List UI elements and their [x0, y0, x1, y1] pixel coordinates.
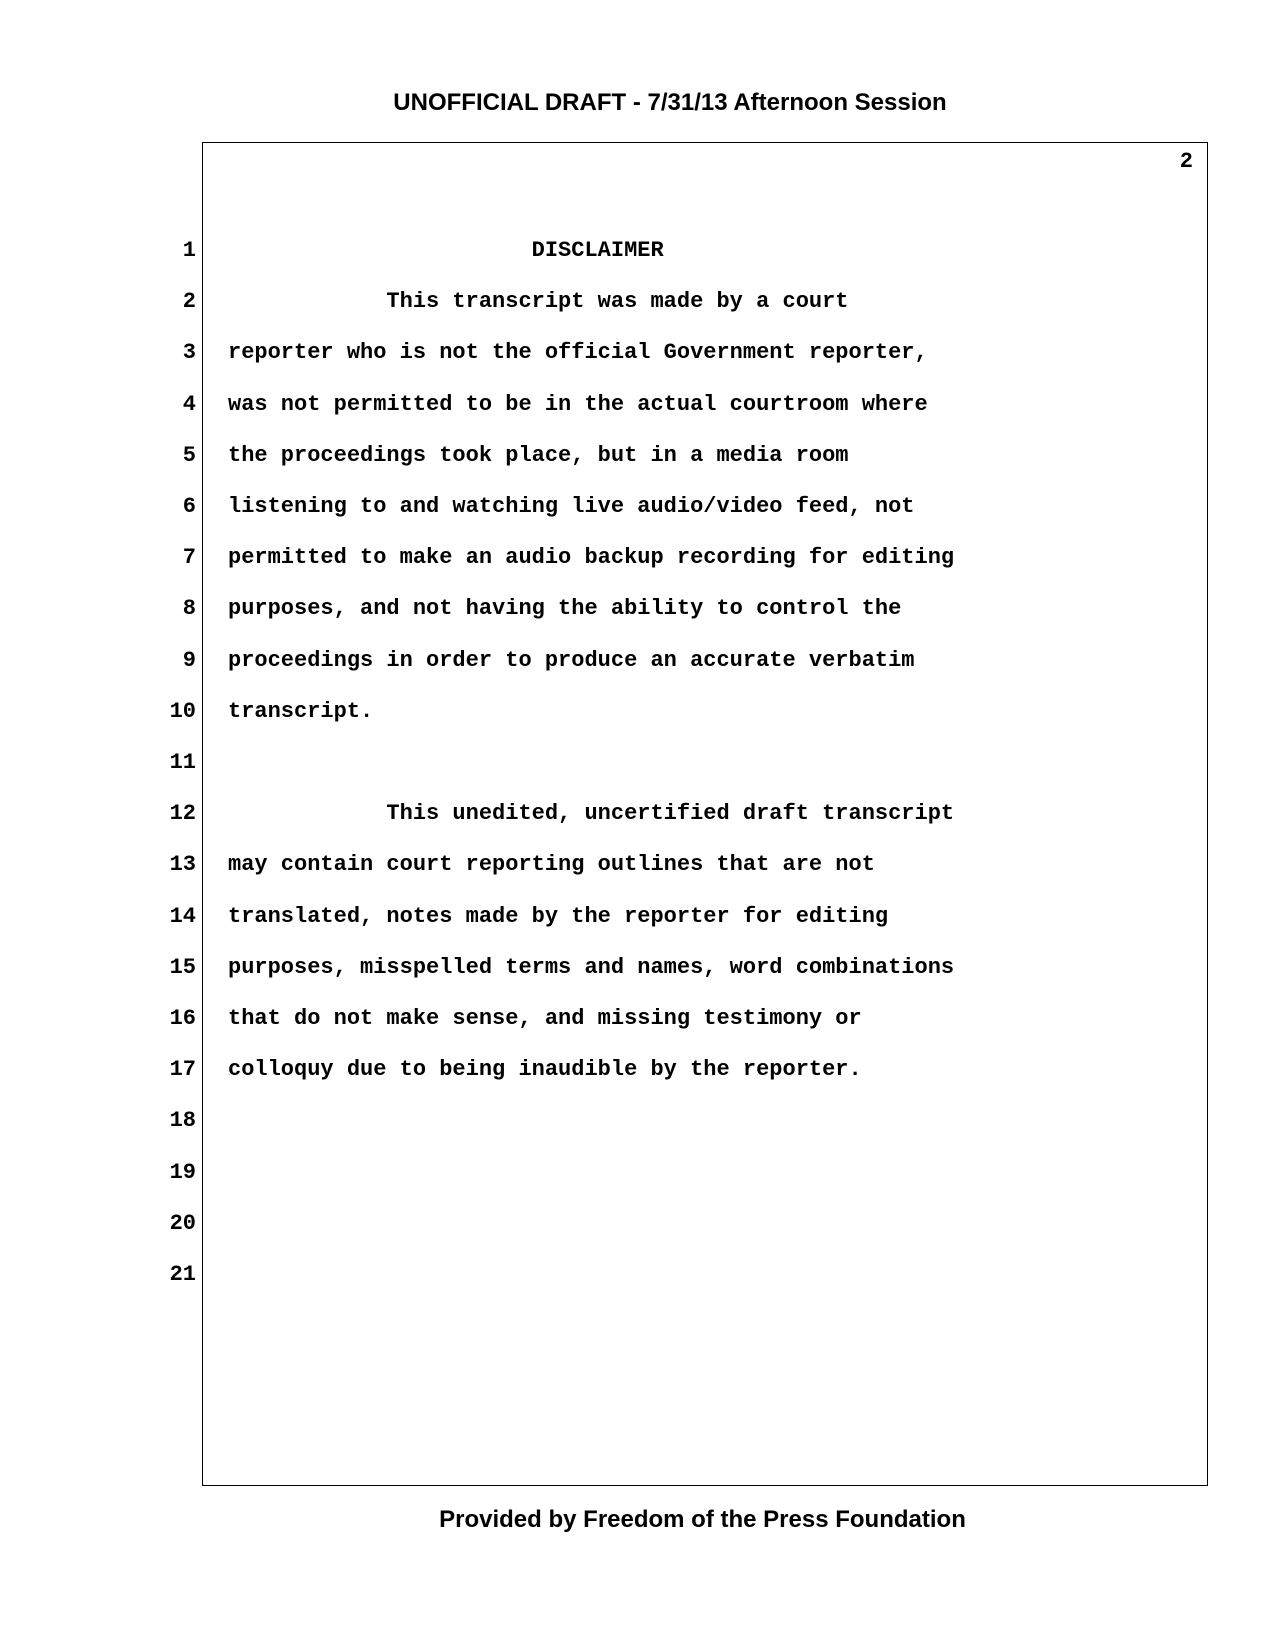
line-number: 8	[182, 596, 196, 622]
page-number: 2	[1179, 149, 1193, 174]
line-number: 13	[169, 852, 196, 878]
line-number: 17	[169, 1057, 196, 1083]
line-text: transcript.	[228, 698, 374, 724]
line-number: 7	[182, 545, 196, 571]
line-number: 5	[182, 442, 196, 468]
transcript-line	[0, 850, 1275, 880]
line-text: This unedited, uncertified draft transcript	[228, 801, 955, 827]
transcript-line	[0, 1106, 1275, 1136]
line-text: may contain court reporting outlines that are not	[228, 852, 875, 878]
line-number: 2	[182, 289, 196, 315]
transcript-line	[0, 748, 1275, 778]
line-number: 14	[169, 903, 196, 929]
line-text: that do not make sense, and missing testimony or	[228, 1006, 862, 1031]
line-number: 3	[182, 340, 196, 366]
line-number: 6	[182, 494, 196, 519]
line-number: 19	[169, 1159, 196, 1185]
transcript-line	[0, 543, 1275, 573]
transcript-line	[0, 1260, 1275, 1290]
transcript-line	[0, 287, 1275, 317]
transcript-line	[0, 1055, 1275, 1085]
transcript-line	[0, 1158, 1275, 1188]
line-number: 18	[169, 1108, 196, 1134]
line-number: 20	[169, 1210, 196, 1236]
transcript-line	[0, 646, 1275, 676]
page-footer: Provided by Freedom of the Press Foundation	[439, 1506, 966, 1533]
line-text: proceedings in order to produce an accurate verbatim	[228, 647, 915, 673]
transcript-line	[0, 236, 1275, 266]
transcript-line	[0, 338, 1275, 368]
line-text: translated, notes made by the reporter for editing	[228, 903, 889, 929]
transcript-line	[0, 953, 1275, 983]
page-header-title: UNOFFICIAL DRAFT - 7/31/13 Afternoon Session	[393, 89, 947, 116]
line-number: 21	[169, 1262, 196, 1287]
line-number: 16	[169, 1006, 196, 1031]
line-number: 10	[169, 698, 196, 724]
line-text: This transcript was made by a court	[228, 289, 849, 315]
line-number: 11	[169, 750, 196, 775]
line-text: reporter who is not the official Government reporter,	[228, 340, 928, 366]
transcript-line	[0, 697, 1275, 727]
transcript-line	[0, 441, 1275, 471]
transcript-line	[0, 492, 1275, 522]
line-text: purposes, misspelled terms and names, word combinations	[228, 954, 955, 980]
transcript-line	[0, 594, 1275, 624]
line-number: 4	[182, 391, 196, 417]
line-number: 1	[182, 238, 196, 263]
line-number: 12	[169, 801, 196, 827]
line-text: listening to and watching live audio/video feed, not	[228, 494, 915, 519]
line-text: DISCLAIMER	[228, 238, 664, 263]
transcript-line	[0, 902, 1275, 932]
transcript-line	[0, 1209, 1275, 1239]
line-text: permitted to make an audio backup recording for editing	[228, 545, 955, 571]
line-number: 15	[169, 954, 196, 980]
line-text: purposes, and not having the ability to control the	[228, 596, 902, 622]
line-number: 9	[182, 647, 196, 673]
transcript-line	[0, 390, 1275, 420]
transcript-line	[0, 799, 1275, 829]
transcript-line	[0, 1004, 1275, 1034]
line-text: colloquy due to being inaudible by the reporter.	[228, 1057, 862, 1083]
line-text: the proceedings took place, but in a media room	[228, 442, 849, 468]
line-text: was not permitted to be in the actual courtroom where	[228, 391, 928, 417]
